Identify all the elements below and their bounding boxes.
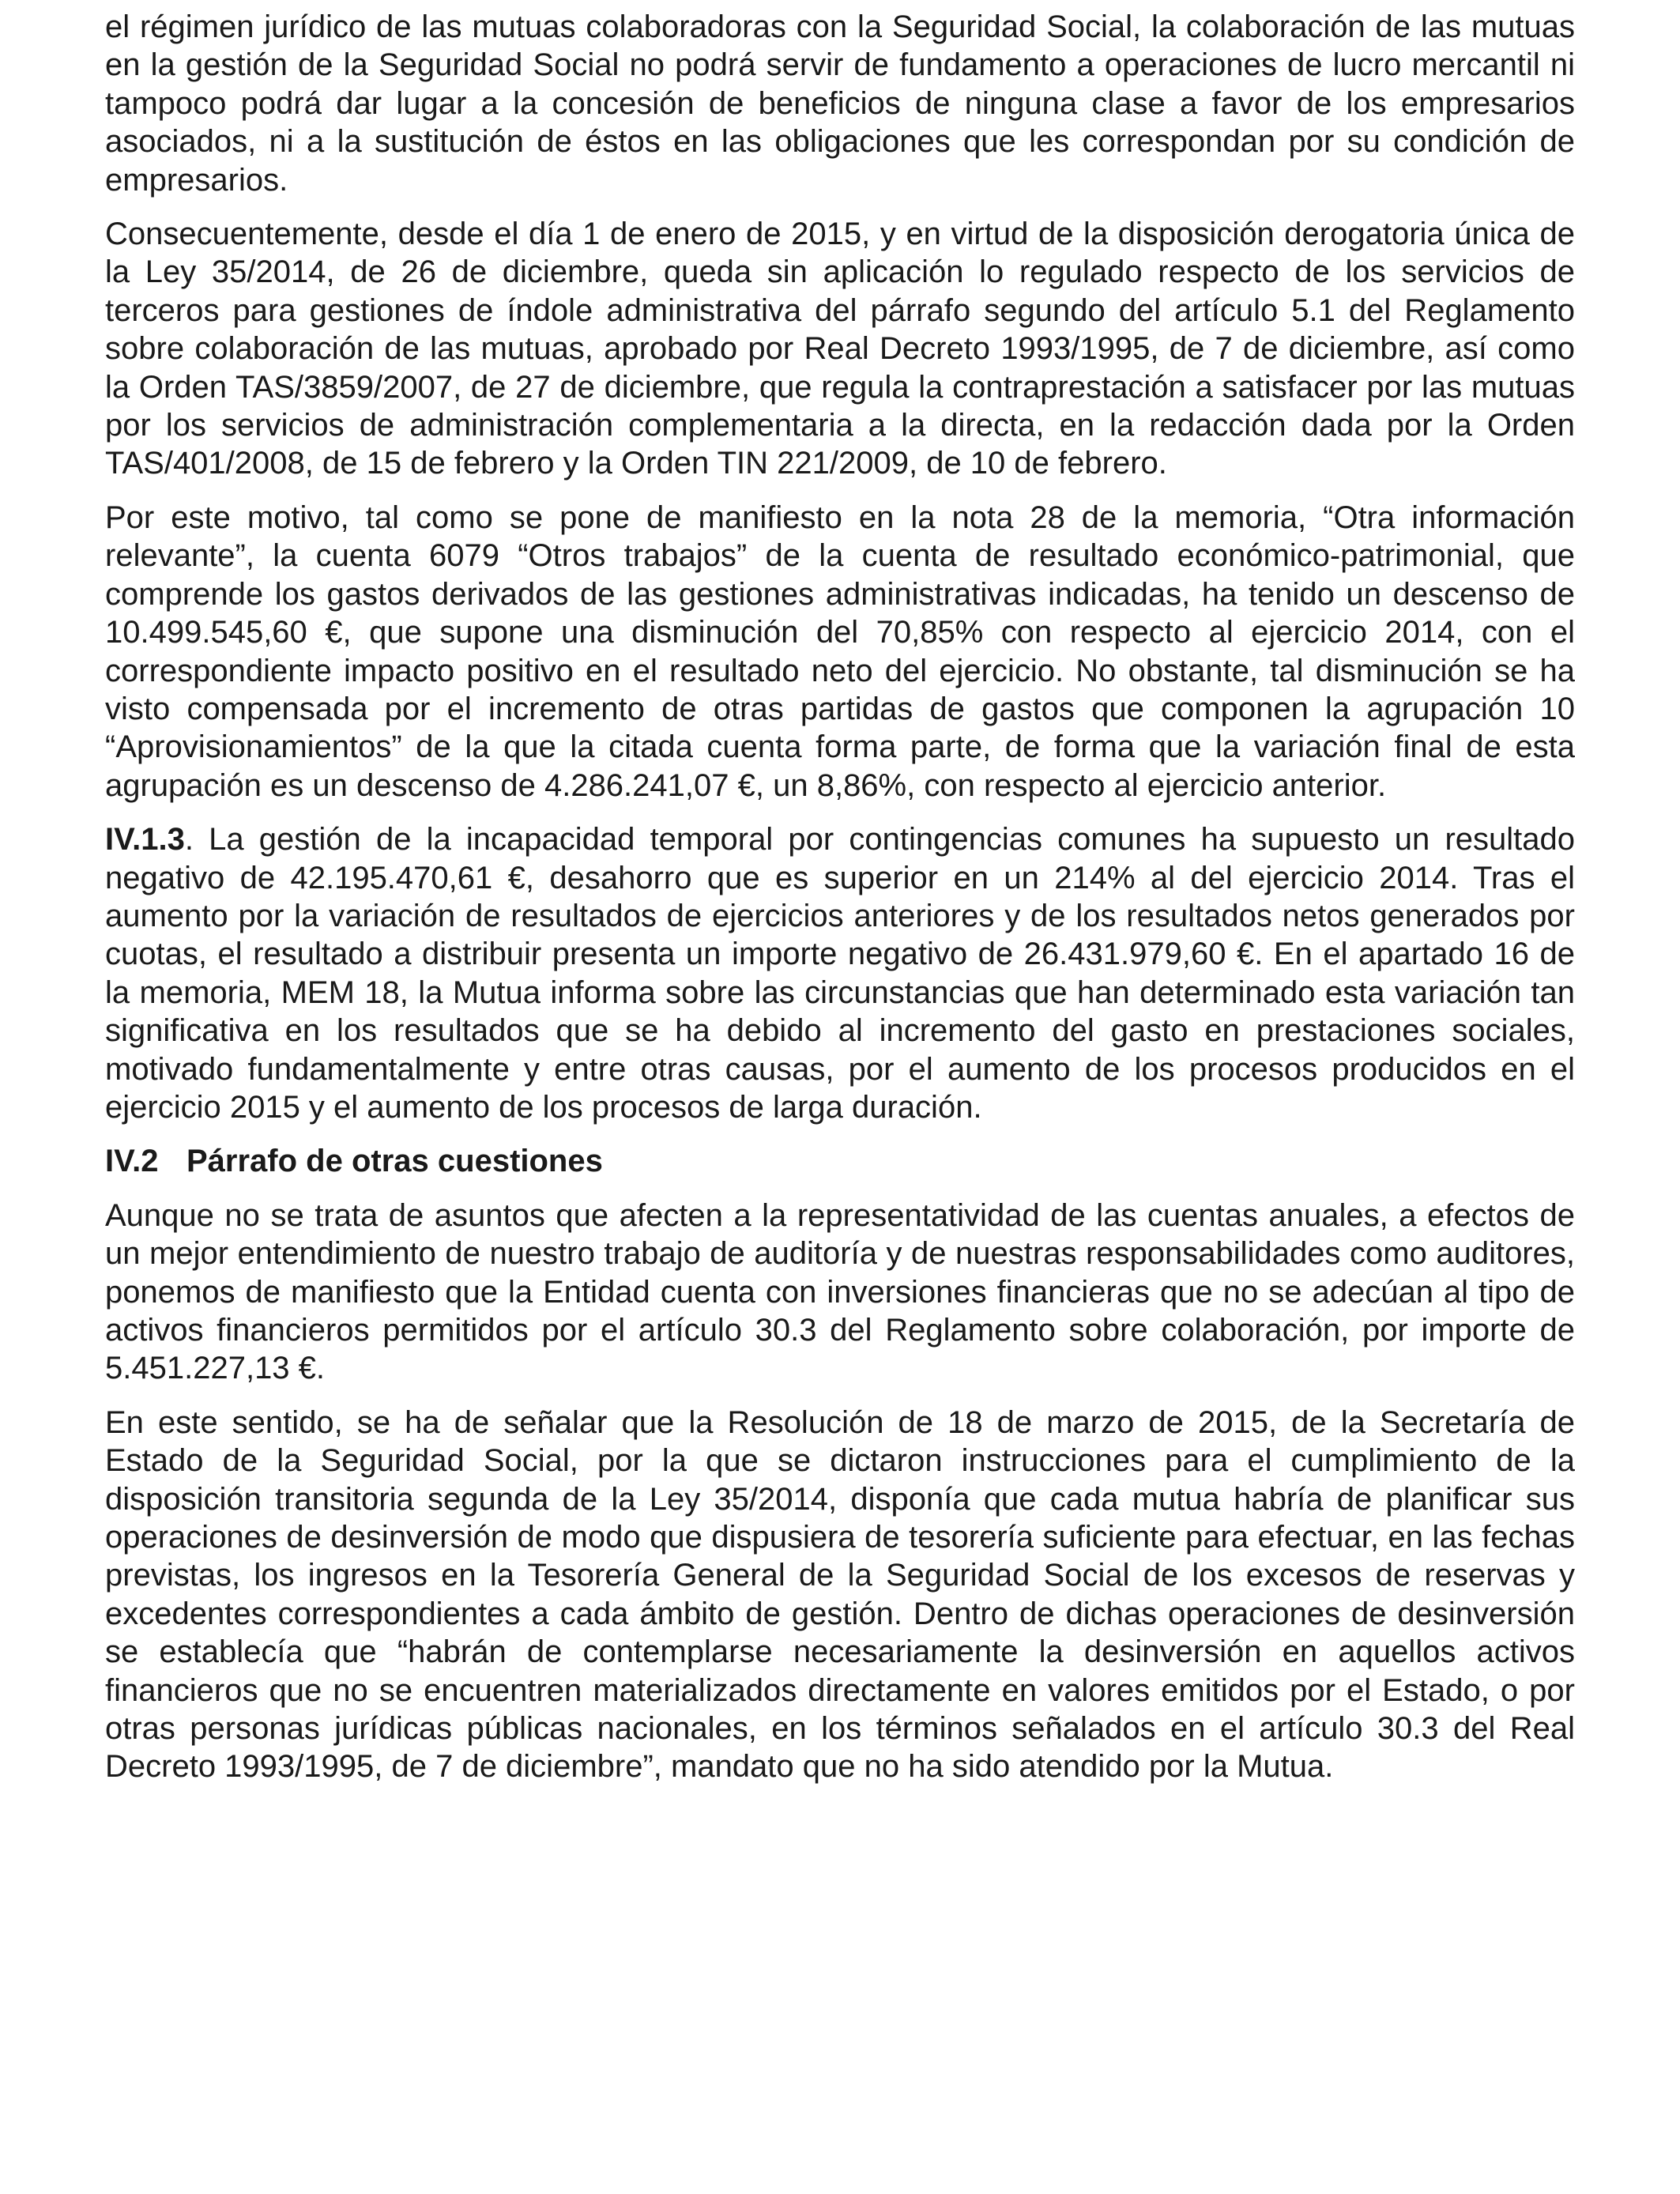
- section-heading-number: IV.2: [105, 1144, 159, 1179]
- paragraph-aunque: Aunque no se trata de asuntos que afecten a la representatividad de las cuentas anuales, a efectos de un mejor entendimiento de nuestro trabajo de auditoría y de nuestras responsabilidades como auditores, ponemos de manifiesto que la Entidad cuenta con inversiones financieras que no se adecúan al tipo de activos financieros permitidos por el artículo 30.3 del Reglamento sobre colaboración, por importe de 5.451.227,13 €.: [105, 1197, 1575, 1386]
- paragraph-regimen-juridico: el régimen jurídico de las mutuas colaboradoras con la Seguridad Social, la colaboración de las mutuas en la gestión de la Seguridad Social no podrá servir de fundamento a operaciones de lucro mercantil ni tampoco podrá dar lugar a la concesión de beneficios de ninguna clase a favor de los empresarios asociados, ni a la sustitución de éstos en las obligaciones que les correspondan por su condición de empresarios.: [105, 9, 1575, 198]
- paragraph-consecuentemente: Consecuentemente, desde el día 1 de enero de 2015, y en virtud de la disposición derogatoria única de la Ley 35/2014, de 26 de diciembre, queda sin aplicación lo regulado respecto de los servicios de terceros para gestiones de índole administrativa del párrafo segundo del artículo 5.1 del Reglamento sobre colaboración de las mutuas, aprobado por Real Decreto 1993/1995, de 7 de diciembre, así como la Orden TAS/3859/2007, de 27 de diciembre, que regula la contraprestación a satisfacer por las mutuas por los servicios de administración complementaria a la directa, en la redacción dada por la Orden TAS/401/2008, de 15 de febrero y la Orden TIN 221/2009, de 10 de febrero.: [105, 217, 1575, 481]
- paragraph-iv-1-3-body: . La gestión de la incapacidad temporal por contingencias comunes ha supuesto un resultado negativo de 42.195.470,61 €, desahorro que es superior en un 214% al del ejercicio 2014. Tras el aumento por la variación de resultados de ejercicios anteriores y de los resultados netos generados por cuotas, el resultado a distribuir presenta un importe negativo de 26.431.979,60 €. En el apartado 16 de la memoria, MEM 18, la Mutua informa sobre las circunstancias que han determinado esta variación tan significativa en los resultados que se ha debido al incremento del gasto en prestaciones sociales, motivado fundamentalmente y entre otras causas, por el aumento de los procesos producidos en el ejercicio 2015 y el aumento de los procesos de larga duración.: [105, 822, 1575, 1125]
- section-heading: [105, 1142, 1575, 1180]
- paragraph-lead-number: IV.1.3: [105, 822, 185, 858]
- paragraph-en-este-sentido: En este sentido, se ha de señalar que la Resolución de 18 de marzo de 2015, de la Secretaría de Estado de la Seguridad Social, por la que se dictaron instrucciones para el cumplimiento de la disposición transitoria segunda de la Ley 35/2014, disponía que cada mutua habría de planificar sus operaciones de desinversión de modo que dispusiera de tesorería suficiente para efectuar, en las fechas previstas, los ingresos en la Tesorería General de la Seguridad Social de los excesos de reservas y excedentes correspondientes a cada ámbito de gestión. Dentro de dichas operaciones de desinversión se establecía que “habrán de contemplarse necesariamente la desinversión en aquellos activos financieros que no se encuentren materializados directamente en valores emitidos por el Estado, o por otras personas jurídicas públicas nacionales, en los términos señalados en el artículo 30.3 del Real Decreto 1993/1995, de 7 de diciembre”, mandato que no ha sido atendido por la Mutua.: [105, 1404, 1575, 1785]
- section-heading-title: Párrafo de otras cuestiones: [186, 1144, 603, 1179]
- paragraph-por-este-motivo: Por este motivo, tal como se pone de manifiesto en la nota 28 de la memoria, “Otra información relevante”, la cuenta 6079 “Otros trabajos” de la cuenta de resultado económico-patrimonial, que comprende los gastos derivados de las gestiones administrativas indicadas, ha tenido un descenso de 10.499.545,60 €, que supone una disminución del 70,85% con respecto al ejercicio 2014, con el correspondiente impacto positivo en el resultado neto del ejercicio. No obstante, tal disminución se ha visto compensada por el incremento de otras partidas de gastos que componen la agrupación 10 “Aprovisionamientos” de la que la citada cuenta forma parte, de forma que la variación final de esta agrupación es un descenso de 4.286.241,07 €, un 8,86%, con respecto al ejercicio anterior.: [105, 499, 1575, 803]
- paragraph-iv-1-3: [105, 820, 1575, 1126]
- document-page: [105, 8, 1575, 1802]
